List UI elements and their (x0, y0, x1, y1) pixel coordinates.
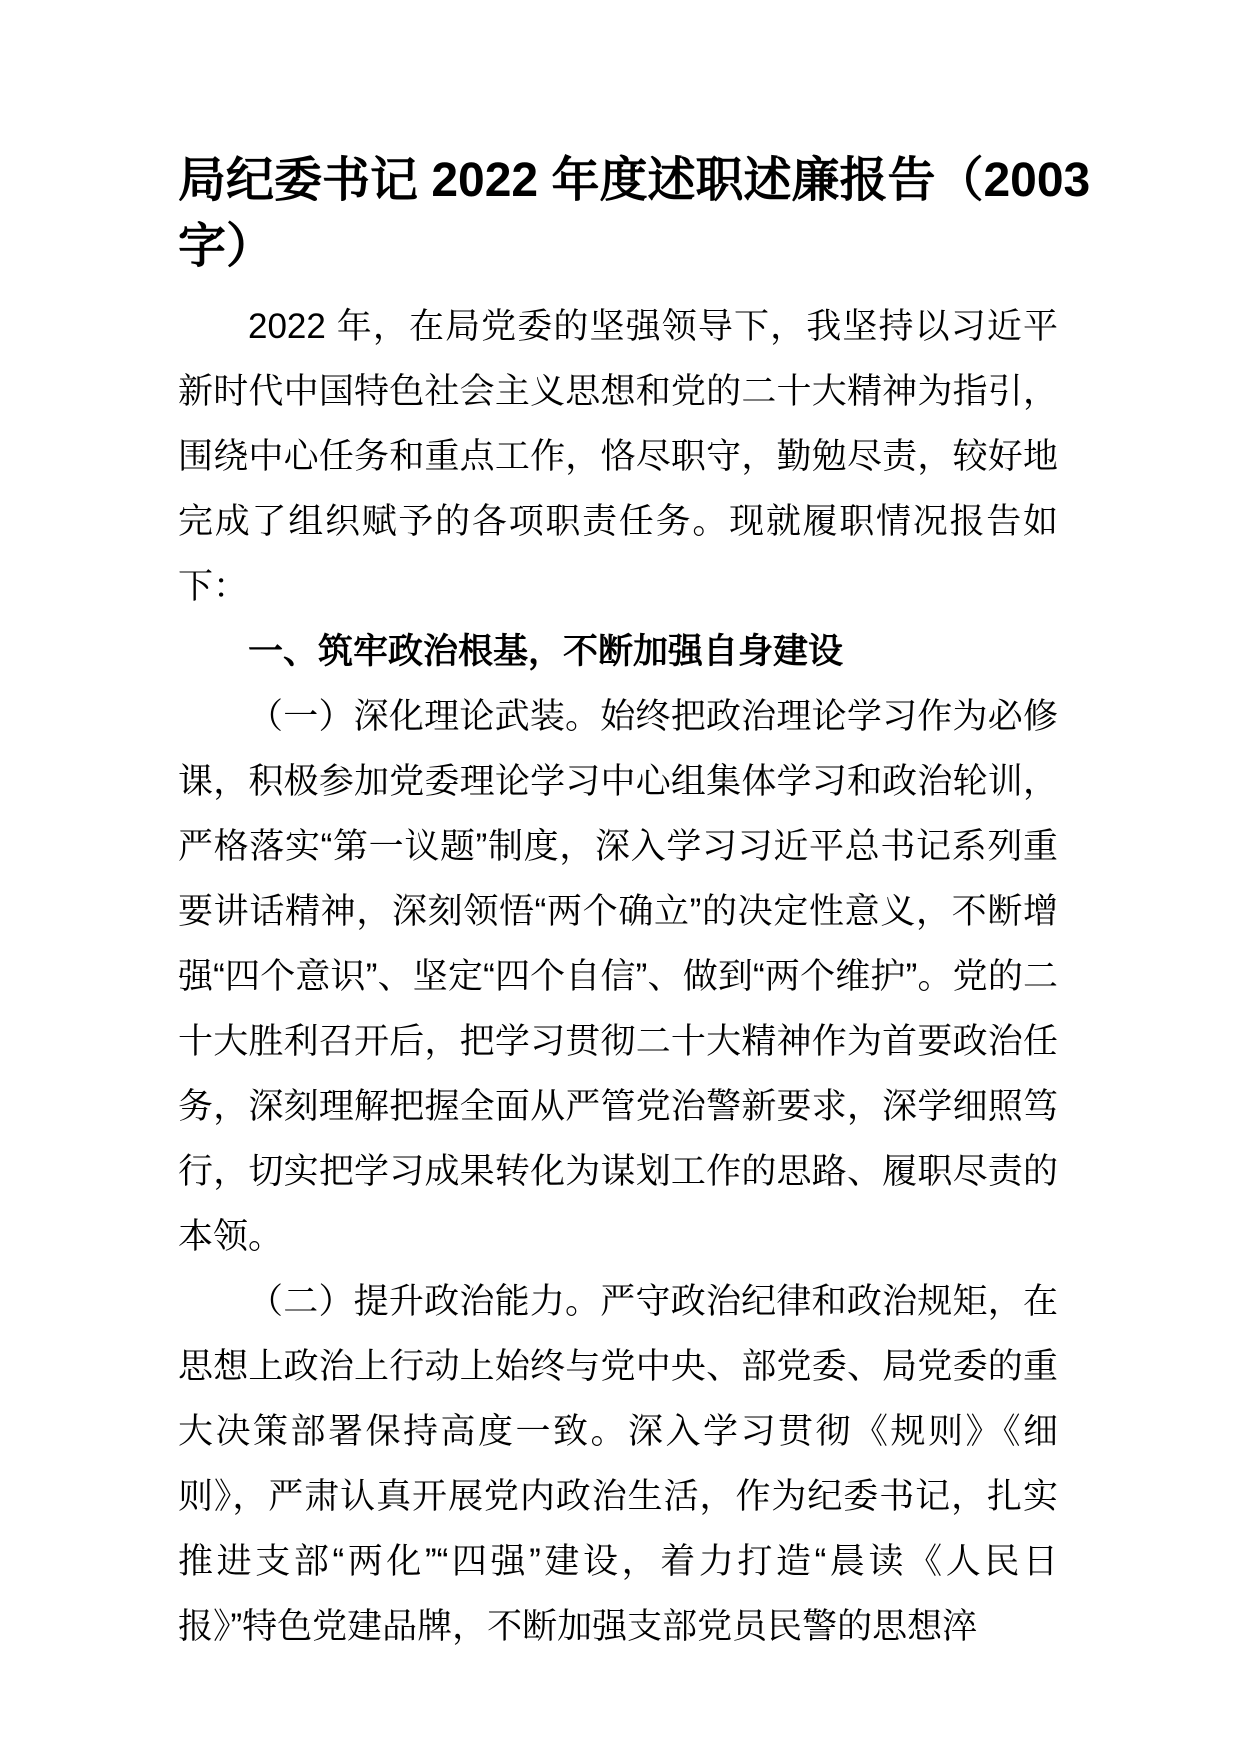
body-paragraph: 2022 年，在局党委的坚强领导下，我坚持以习近平新时代中国特色社会主义思想和党的二十大精神为指引，围绕中心任务和重点工作，恪尽职守，勤勉尽责，较好地完成了组织赋予的各项职责任务。现就履职情况报告如下： (178, 307, 1058, 606)
document-title (178, 148, 1148, 280)
document-title-line-1: 局纪委书记 2022 年度述职述廉报告（2003 (178, 154, 1091, 207)
section-heading: 一、筑牢政治根基，不断加强自身建设 (248, 632, 844, 671)
document-title-line-2: 字） (178, 220, 275, 273)
body-paragraph: （一）深化理论武装。始终把政治理论学习作为必修课，积极参加党委理论学习中心组集体学习和政治轮训，严格落实“第一议题”制度，深入学习习近平总书记系列重要讲话精神，深刻领悟“两个确立”的决定性意义，不断增强“四个意识”、坚定“四个自信”、做到“两个维护”。党的二十大胜利召开后，把学习贯彻二十大精神作为首要政治任务，深刻理解把握全面从严管党治警新要求，深学细照笃行，切实把学习成果转化为谋划工作的思路、履职尽责的本领。 (178, 697, 1058, 1256)
document-body (178, 294, 1058, 1659)
body-paragraph: （二）提升政治能力。严守政治纪律和政治规矩，在思想上政治上行动上始终与党中央、部党委、局党委的重大决策部署保持高度一致。深入学习贯彻《规则》《细则》，严肃认真开展党内政治生活，作为纪委书记，扎实推进支部“两化”“四强”建设，着力打造“晨读《人民日报》”特色党建品牌，不断加强支部党员民警的思想淬 (178, 1282, 1058, 1646)
